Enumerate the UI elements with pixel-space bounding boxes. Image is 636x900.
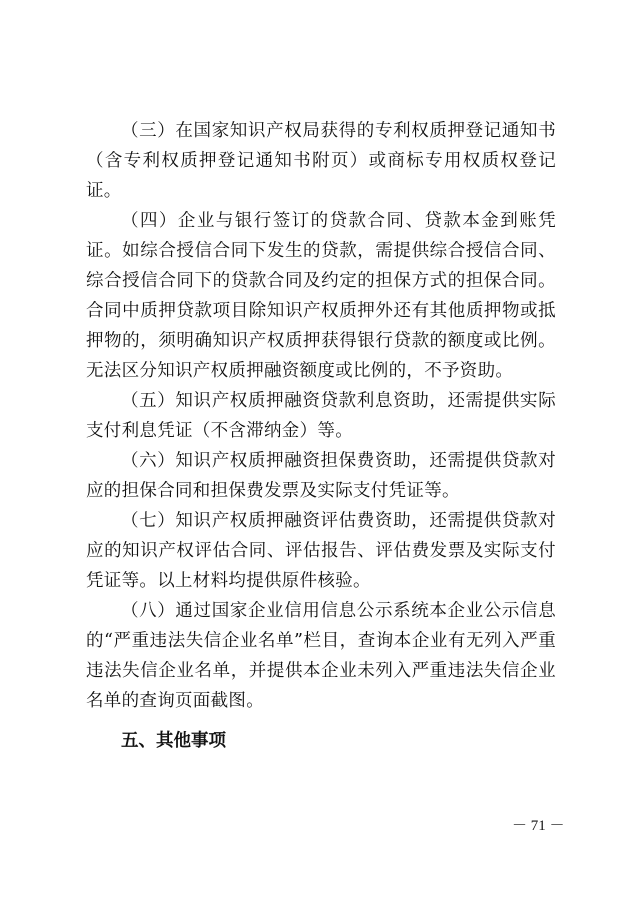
section-heading: 五、其他事项	[121, 731, 226, 751]
paragraph-item-3: （三）在国家知识产权局获得的专利权质押登记通知书（含专利权质押登记通知书附页）或商标专用权质权登记证。	[86, 121, 556, 201]
page-number: － 71 －	[512, 818, 565, 834]
paragraph-item-7: （七）知识产权质押融资评估费资助，还需提供贷款对应的知识产权评估合同、评估报告、评估费发票及实际支付凭证等。以上材料均提供原件核验。	[86, 511, 556, 591]
paragraph-item-4: （四）企业与银行签订的贷款合同、贷款本金到账凭证。如综合授信合同下发生的贷款，需提供综合授信合同、综合授信合同下的贷款合同及约定的担保方式的担保合同。合同中质押贷款项目除知识产权质押外还有其他质押物或抵押物的，须明确知识产权质押获得银行贷款的额度或比例。无法区分知识产权质押融资额度或比例的，不予资助。	[86, 211, 556, 381]
paragraph-item-5: （五）知识产权质押融资贷款利息资助，还需提供实际支付利息凭证（不含滞纳金）等。	[86, 391, 556, 441]
document-body	[86, 116, 556, 756]
paragraph-item-6: （六）知识产权质押融资担保费资助，还需提供贷款对应的担保合同和担保费发票及实际支付凭证等。	[86, 451, 556, 501]
paragraph-item-8: （八）通过国家企业信用信息公示系统本企业公示信息的“严重违法失信企业名单”栏目，查询本企业有无列入严重违法失信企业名单，并提供本企业未列入严重违法失信企业名单的查询页面截图。	[86, 601, 556, 711]
